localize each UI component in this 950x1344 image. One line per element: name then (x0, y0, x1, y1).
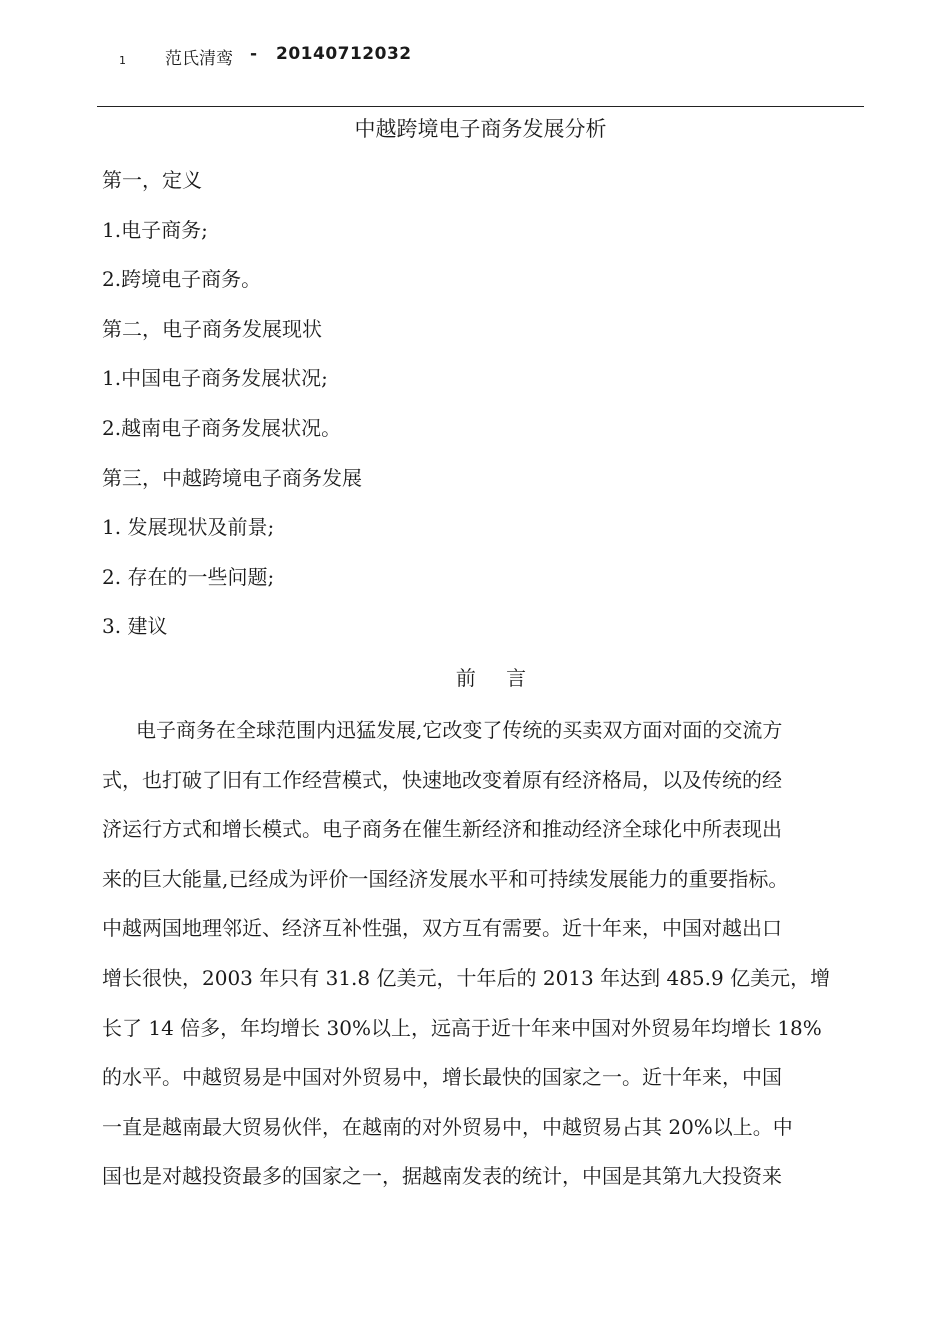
outline-item: 第二，电子商务发展现状 (102, 316, 322, 341)
outline-item: 第一，定义 (102, 168, 202, 192)
paragraph-line: 来的巨大能量,已经成为评价一国经济发展水平和可持续发展能力的重要指标。 (102, 866, 789, 891)
outline-list (102, 165, 862, 661)
paragraph-line: 式，也打破了旧有工作经营模式，快速地改变着原有经济格局，以及传统的经 (102, 767, 782, 792)
paragraph-line: 的水平。中越贸易是中国对外贸易中，增长最快的国家之一。近十年来，中国 (102, 1065, 782, 1090)
header-author: 范氏清鸾 (165, 49, 233, 69)
header-separator: - (250, 44, 258, 64)
outline-item: 1.电子商务; (102, 217, 208, 242)
outline-item: 1.中国电子商务发展状况; (102, 366, 328, 391)
page-header (0, 44, 950, 70)
paragraph-line: 中越两国地理邻近、经济互补性强，双方互有需要。近十年来，中国对越出口 (102, 916, 782, 941)
outline-item: 2.越南电子商务发展状况。 (102, 415, 342, 440)
outline-item: 2.跨境电子商务。 (102, 267, 262, 292)
paragraph-line: 电子商务在全球范围内迅猛发展,它改变了传统的买卖双方面对面的交流方 (136, 718, 783, 742)
paragraph-line: 长了 14 倍多，年均增长 30%以上，远高于近十年来中国对外贸易年均增长 18% (102, 1015, 822, 1040)
outline-item: 第三，中越跨境电子商务发展 (102, 465, 362, 490)
page-number: 1 (119, 54, 126, 67)
paragraph-line: 一直是越南最大贸易伙伴，在越南的对外贸易中，中越贸易占其 20%以上。中 (102, 1114, 793, 1139)
header-divider (97, 106, 864, 107)
preface-paragraph (102, 706, 862, 1202)
preface-heading: 前 言 (455, 666, 539, 690)
paragraph-line: 济运行方式和增长模式。电子商务在催生新经济和推动经济全球化中所表现出 (102, 817, 782, 842)
paragraph-line: 增长很快，2003 年只有 31.8 亿美元，十年后的 2013 年达到 485.9 亿美元，增 (102, 965, 831, 990)
outline-item: 2. 存在的一些问题; (102, 564, 275, 589)
outline-item: 3. 建议 (102, 614, 168, 639)
paragraph-line: 国也是对越投资最多的国家之一，据越南发表的统计，中国是其第九大投资来 (102, 1164, 782, 1189)
header-student-id: 20140712032 (276, 44, 412, 64)
document-title: 中越跨境电子商务发展分析 (354, 117, 607, 141)
outline-item: 1. 发展现状及前景; (102, 515, 275, 540)
